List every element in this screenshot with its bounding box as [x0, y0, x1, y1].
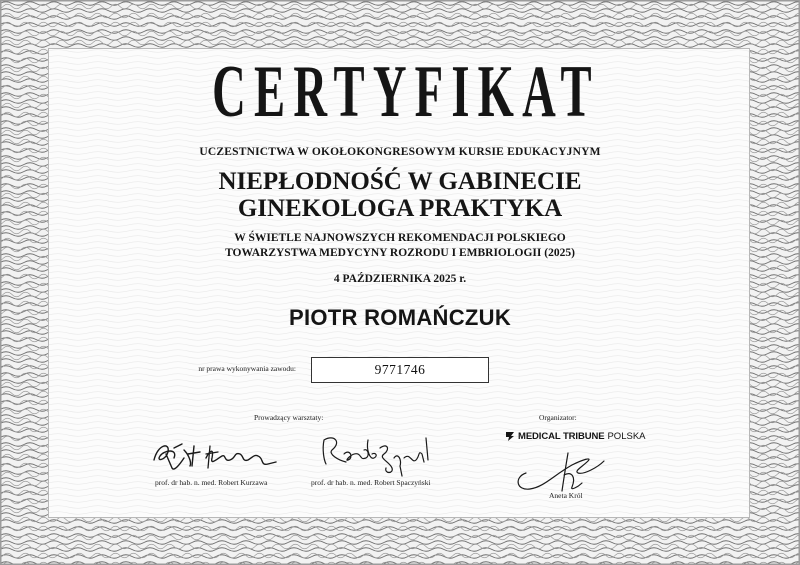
certificate-subtitle: UCZESTNICTWA W OKOŁOKONGRESOWYM KURSIE EDUKACYJNYM	[199, 146, 601, 158]
certificate-title: CERTYFIKAT	[212, 51, 600, 133]
signature-krol	[512, 447, 612, 495]
license-number: 9771746	[311, 357, 489, 383]
organizer-heading: Organizator:	[539, 413, 577, 422]
course-title-line-2: GINEKOLOGA PRAKTYKA	[237, 195, 563, 222]
course-title-line-1: NIEPŁODNOŚĆ W GABINECIE	[218, 168, 582, 195]
license-label: nr prawa wykonywania zawodu:	[198, 364, 296, 373]
course-context-line-1: W ŚWIETLE NAJNOWSZYCH REKOMENDACJI POLSKIEGO	[234, 232, 566, 244]
medical-tribune-logo	[505, 431, 646, 442]
instructor-1-name: prof. dr hab. n. med. Robert Kurzawa	[155, 478, 268, 487]
participant-name: PIOTR ROMAŃCZUK	[288, 305, 512, 330]
logo-text-bold: MEDICAL TRIBUNE	[518, 431, 605, 442]
signature-spaczynski	[318, 430, 436, 478]
medical-tribune-logo-icon	[505, 431, 515, 442]
organizer-signatory: Aneta Król	[549, 491, 583, 500]
signature-kurzawa	[148, 436, 280, 476]
course-date: 4 PAŹDZIERNIKA 2025 r.	[333, 273, 467, 285]
course-context-line-2: TOWARZYSTWA MEDYCYNY ROZRODU I EMBRIOLOGII (2025)	[225, 247, 575, 259]
instructor-2-name: prof. dr hab. n. med. Robert Spaczyński	[311, 478, 431, 487]
instructors-heading: Prowadzący warsztaty:	[254, 413, 324, 422]
logo-text-light: POLSKA	[607, 431, 646, 442]
